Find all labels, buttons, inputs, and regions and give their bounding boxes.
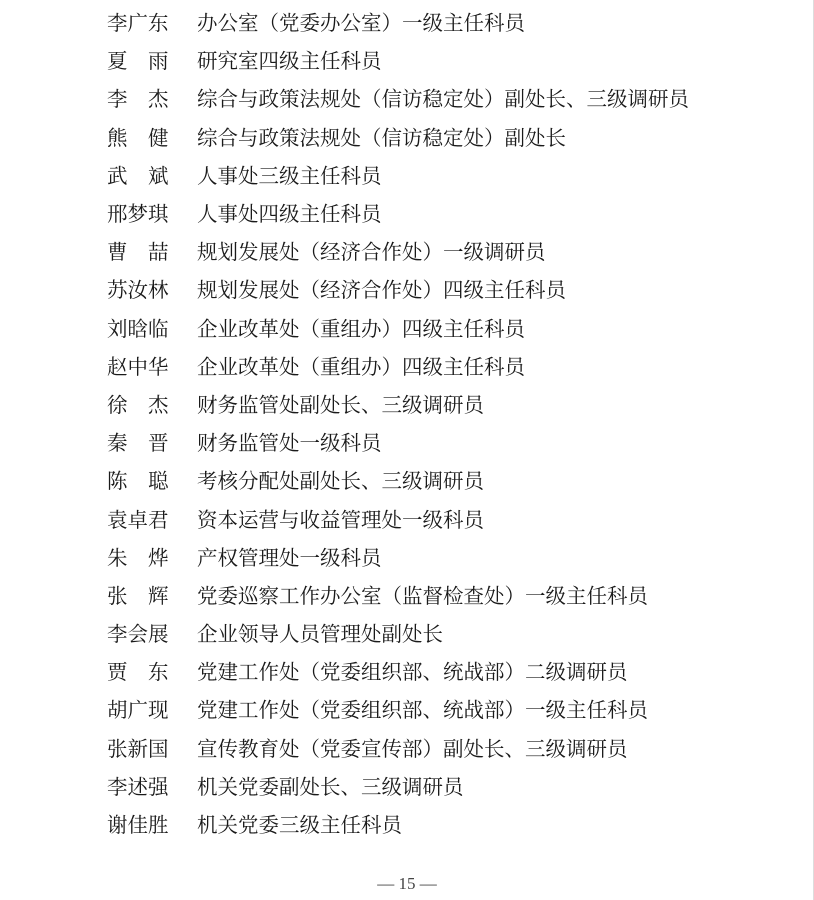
person-position: 规划发展处（经济合作处）一级调研员 — [197, 240, 546, 265]
person-position: 党委巡察工作办公室（监督检查处）一级主任科员 — [197, 583, 648, 608]
person-position: 财务监管处一级科员 — [197, 431, 382, 456]
page-number: — 15 — — [377, 874, 437, 893]
person-name: 朱 烨 — [107, 545, 169, 570]
person-position: 综合与政策法规处（信访稳定处）副处长 — [197, 125, 566, 150]
list-item — [107, 155, 689, 193]
list-item — [107, 78, 689, 116]
person-name: 张 辉 — [107, 583, 169, 608]
person-position: 党建工作处（党委组织部、统战部）一级主任科员 — [197, 698, 648, 723]
list-item — [107, 460, 689, 498]
person-name: 谢佳胜 — [107, 813, 169, 838]
list-item — [107, 308, 689, 346]
person-name: 袁卓君 — [107, 507, 169, 532]
list-item — [107, 422, 689, 460]
list-item — [107, 117, 689, 155]
person-position: 人事处三级主任科员 — [197, 163, 382, 188]
list-item — [107, 231, 689, 269]
list-item — [107, 613, 689, 651]
list-item — [107, 766, 689, 804]
list-item — [107, 346, 689, 384]
person-name: 刘晗临 — [107, 316, 169, 341]
person-name: 夏 雨 — [107, 49, 169, 74]
person-position: 宣传教育处（党委宣传部）副处长、三级调研员 — [197, 736, 628, 761]
list-item — [107, 575, 689, 613]
person-position: 综合与政策法规处（信访稳定处）副处长、三级调研员 — [197, 87, 689, 112]
person-position: 企业改革处（重组办）四级主任科员 — [197, 354, 525, 379]
list-item — [107, 193, 689, 231]
list-item — [107, 384, 689, 422]
person-name: 武 斌 — [107, 163, 169, 188]
person-name: 赵中华 — [107, 354, 169, 379]
person-position: 党建工作处（党委组织部、统战部）二级调研员 — [197, 660, 628, 685]
person-position: 考核分配处副处长、三级调研员 — [197, 469, 484, 494]
list-item — [107, 651, 689, 689]
person-position: 资本运营与收益管理处一级科员 — [197, 507, 484, 532]
person-name: 邢梦琪 — [107, 202, 169, 227]
person-position: 规划发展处（经济合作处）四级主任科员 — [197, 278, 566, 303]
person-name: 贾 东 — [107, 660, 169, 685]
list-item — [107, 537, 689, 575]
person-name: 曹 喆 — [107, 240, 169, 265]
person-position: 产权管理处一级科员 — [197, 545, 382, 570]
person-position: 办公室（党委办公室）一级主任科员 — [197, 11, 525, 36]
personnel-list — [107, 2, 689, 842]
person-position: 机关党委副处长、三级调研员 — [197, 774, 464, 799]
person-position: 研究室四级主任科员 — [197, 49, 382, 74]
person-name: 李 杰 — [107, 87, 169, 112]
person-name: 李广东 — [107, 11, 169, 36]
person-position: 机关党委三级主任科员 — [197, 813, 402, 838]
person-name: 李述强 — [107, 774, 169, 799]
list-item — [107, 2, 689, 40]
person-position: 人事处四级主任科员 — [197, 202, 382, 227]
list-item — [107, 804, 689, 842]
person-name: 张新国 — [107, 736, 169, 761]
person-name: 苏汝林 — [107, 278, 169, 303]
person-position: 企业领导人员管理处副处长 — [197, 622, 443, 647]
list-item — [107, 689, 689, 727]
list-item — [107, 269, 689, 307]
person-name: 秦 晋 — [107, 431, 169, 456]
list-item — [107, 40, 689, 78]
person-name: 陈 聪 — [107, 469, 169, 494]
person-name: 胡广现 — [107, 698, 169, 723]
person-name: 熊 健 — [107, 125, 169, 150]
person-name: 徐 杰 — [107, 392, 169, 417]
person-position: 财务监管处副处长、三级调研员 — [197, 392, 484, 417]
list-item — [107, 728, 689, 766]
person-name: 李会展 — [107, 622, 169, 647]
person-position: 企业改革处（重组办）四级主任科员 — [197, 316, 525, 341]
list-item — [107, 498, 689, 536]
